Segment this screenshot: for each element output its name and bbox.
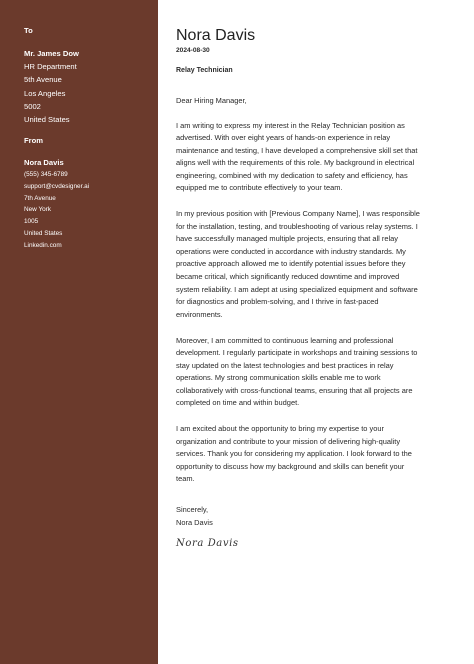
sender-zip: 1005 <box>24 218 39 226</box>
sender-phone: (555) 345-6789 <box>24 171 68 179</box>
paragraph-line: development. I regularly participate in workshops and training sessions to <box>176 348 418 357</box>
recipient-block <box>24 47 158 126</box>
to-heading: To <box>24 26 33 35</box>
closing: Sincerely, <box>176 505 209 514</box>
paragraph-line: In my previous position with [Previous Company Name], I was responsible <box>176 209 420 218</box>
sender-country: United States <box>24 230 63 237</box>
sender-street: 7th Avenue <box>24 194 56 202</box>
paragraph-line: have successfully managed multiple projects, ensuring that all relay <box>176 234 398 243</box>
paragraph-line: proactive approach allowed me to identify potential issues before they <box>176 259 406 268</box>
paragraph-line: Moreover, I am committed to continuous learning and professional <box>176 336 394 345</box>
recipient-zip: 5002 <box>24 101 41 111</box>
sender-linkedin-link[interactable]: Linkedin.com <box>24 241 62 249</box>
paragraph-line: opportunity to discuss how my background and skills can benefit your <box>176 462 405 471</box>
paragraph-line: system reliability. I am adept at using specialized equipment and software <box>176 285 418 294</box>
signature: Nora Davis <box>176 538 239 549</box>
salutation: Dear Hiring Manager, <box>176 96 247 105</box>
paragraph-line: advertised. With over eight years of hands-on experience in relay <box>176 133 391 142</box>
sidebar <box>0 0 158 664</box>
paragraph-line: operations were conducted in accordance with industry standards. My <box>176 247 406 256</box>
sender-name: Nora Davis <box>24 158 64 168</box>
paragraph-line: maintenance and testing, I have developed a comprehensive skill set that <box>176 146 418 155</box>
paragraph-line: environments. <box>176 310 223 319</box>
job-title: Relay Technician <box>176 67 233 74</box>
closing-name: Nora Davis <box>176 518 213 527</box>
recipient-city: Los Angeles <box>24 88 66 98</box>
recipient-country: United States <box>24 115 70 125</box>
paragraph-line: for the installation, testing, and troubleshooting of various relay systems. I <box>176 222 418 231</box>
applicant-name: Nora Davis <box>176 27 256 44</box>
paragraph-line: collaboratively with cross-functional teams, ensuring that all projects are <box>176 386 413 395</box>
paragraph-line: for diagnostics and problem-solving, and I thrive in fast-paced <box>176 297 379 306</box>
sender-email[interactable]: support@cvdesigner.ai <box>24 182 90 190</box>
paragraph-line: I am writing to express my interest in the Relay Technician position as <box>176 121 405 130</box>
paragraph-line: engineering, combined with my dedication to safety and efficiency, has <box>176 171 408 180</box>
paragraph-line: organization and contribute to your mission of delivering high-quality <box>176 437 401 446</box>
paragraph-line: services. Thank you for considering my application. I look forward to the <box>176 449 412 458</box>
paragraph-line: team. <box>176 474 195 483</box>
recipient-street: 5th Avenue <box>24 75 62 85</box>
paragraph-line: operations. My strong communication skills enable me to work <box>176 373 381 382</box>
paragraph-line: completed on time and within budget. <box>176 398 300 407</box>
recipient-department: HR Department <box>24 62 77 72</box>
sender-block <box>24 157 158 251</box>
paragraph-line: I am excited about the opportunity to bring my expertise to your <box>176 424 384 433</box>
paragraph-line: equipped me to contribute effectively to your team. <box>176 183 343 192</box>
paragraph-line: stay updated on the latest technologies and best practices in relay <box>176 361 394 370</box>
paragraph-line: aligns well with the requirements of this role. My background in electrical <box>176 158 415 167</box>
paragraph-line: became critical, which significantly reduced downtime and improved <box>176 272 400 281</box>
recipient-name: Mr. James Dow <box>24 49 79 58</box>
from-heading: From <box>24 136 43 146</box>
sender-city: New York <box>24 206 51 214</box>
letter-date: 2024-08-30 <box>176 47 210 54</box>
